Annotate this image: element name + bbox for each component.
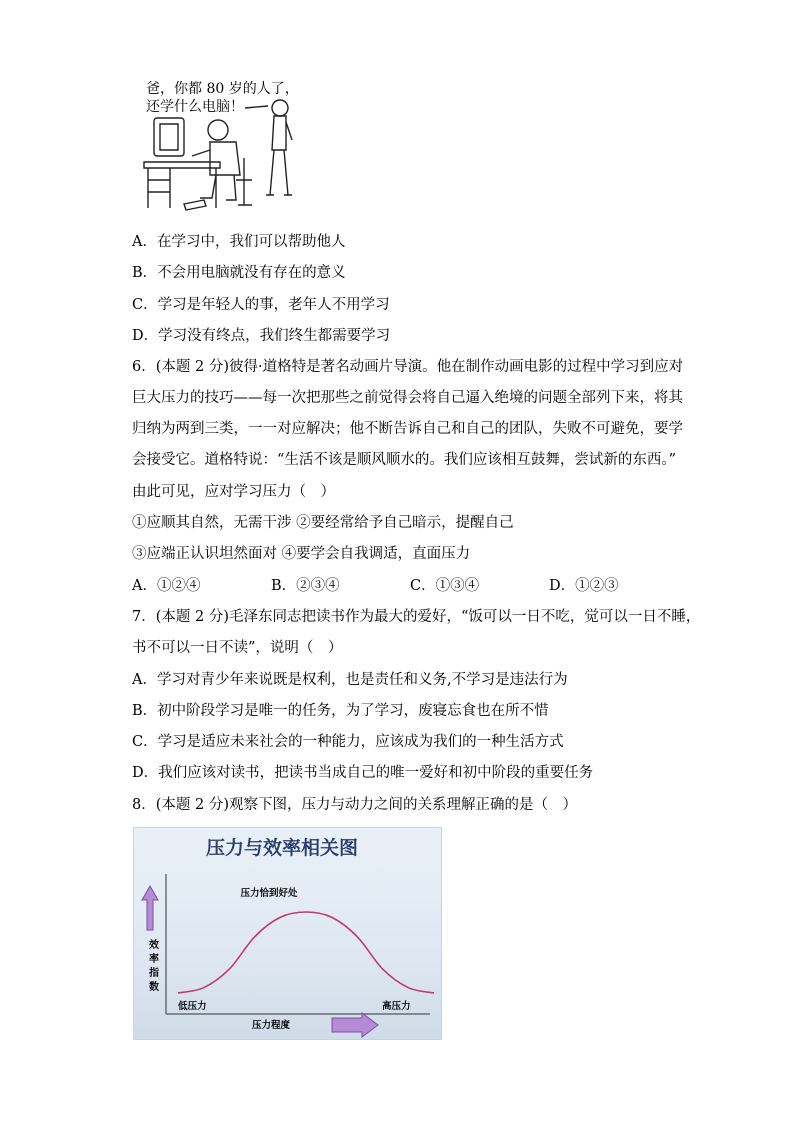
y-axis-label [149,938,159,993]
chart-title: 压力与效率相关图 [206,837,359,859]
chart-svg [134,828,441,1039]
x-axis-label: 压力程度 [252,1020,291,1031]
q7-option-a: A．学习对青少年来说既是权利，也是责任和义务,不学习是违法行为 [132,672,568,688]
q5-option-c: C．学习是年轻人的事，老年人不用学习 [132,297,390,313]
q6-stem-line1: 6．(本题 2 分)彼得·道格特是著名动画片导演。他在制作动画电影的过程中学习到应对 [132,359,684,375]
x-axis-arrow [332,1013,378,1037]
q6-statements-line1: ①应顺其自然，无需干涉 ②要经常给予自己暗示，提醒自己 [132,515,514,531]
cartoon-caption-line1: 爸，你都 80 岁的人了， [146,81,299,97]
q6-stem-line2: 巨大压力的技巧——每一次把那些之前觉得会将自己逼入绝境的问题全部列下来，将其 [132,390,683,406]
y-axis-label-char: 指 [149,968,159,979]
low-pressure-label: 低压力 [178,1001,207,1012]
peak-label: 压力恰到好处 [240,888,298,899]
q6-stem-line4: 会接受它。道格特说：“生活不该是顺风顺水的。我们应该相互鼓舞，尝试新的东西。” [132,452,677,468]
pressure-efficiency-chart [133,827,442,1040]
q6-choice-b: B．②③④ [271,578,340,594]
q7-option-c: C．学习是适应未来社会的一种能力，应该成为我们的一种生活方式 [132,734,564,750]
y-axis-arrow [142,886,158,930]
q7-option-d: D．我们应该对读书，把读书当成自己的唯一爱好和初中阶段的重要任务 [132,765,594,781]
q6-statements-line2: ③应端正认识坦然面对 ④要学会自我调适，直面压力 [132,546,471,562]
y-axis-label-char: 效 [149,940,159,951]
q7-stem-line1: 7．(本题 2 分)毛泽东同志把读书作为最大的爱好，“饭可以一日不吃，觉可以一日不睡， [132,609,701,625]
q8-stem: 8．(本题 2 分)观察下图，压力与动力之间的关系理解正确的是（ ） [132,797,577,813]
q6-choice-d: D．①②③ [549,578,619,594]
y-axis-label-char: 率 [149,954,159,965]
q6-stem-line3: 归纳为两到三类，一一对应解决；他不断告诉自己和自己的团队，失败不可避免，要学 [132,421,683,437]
q7-option-b: B．初中阶段学习是唯一的任务，为了学习，废寝忘食也在所不惜 [132,703,549,719]
cartoon-caption-line2: 还学什么电脑！ [146,99,244,115]
q6-stem-line5: 由此可见，应对学习压力（ ） [132,484,335,500]
q7-stem-line2: 书不可以一日不读”，说明（ ） [132,640,343,656]
q6-choice-a: A．①②④ [132,578,201,594]
q5-option-d: D．学习没有终点，我们终生都需要学习 [132,328,391,344]
high-pressure-label: 高压力 [382,1001,411,1012]
q5-option-b: B．不会用电脑就没有存在的意义 [132,265,346,281]
cartoon-illustration [140,80,310,215]
q6-choice-c: C．①③④ [410,578,480,594]
efficiency-curve [178,912,434,993]
y-axis-label-char: 数 [149,982,159,993]
q5-option-a: A．在学习中，我们可以帮助他人 [132,234,346,250]
cartoon-caption [146,80,299,116]
